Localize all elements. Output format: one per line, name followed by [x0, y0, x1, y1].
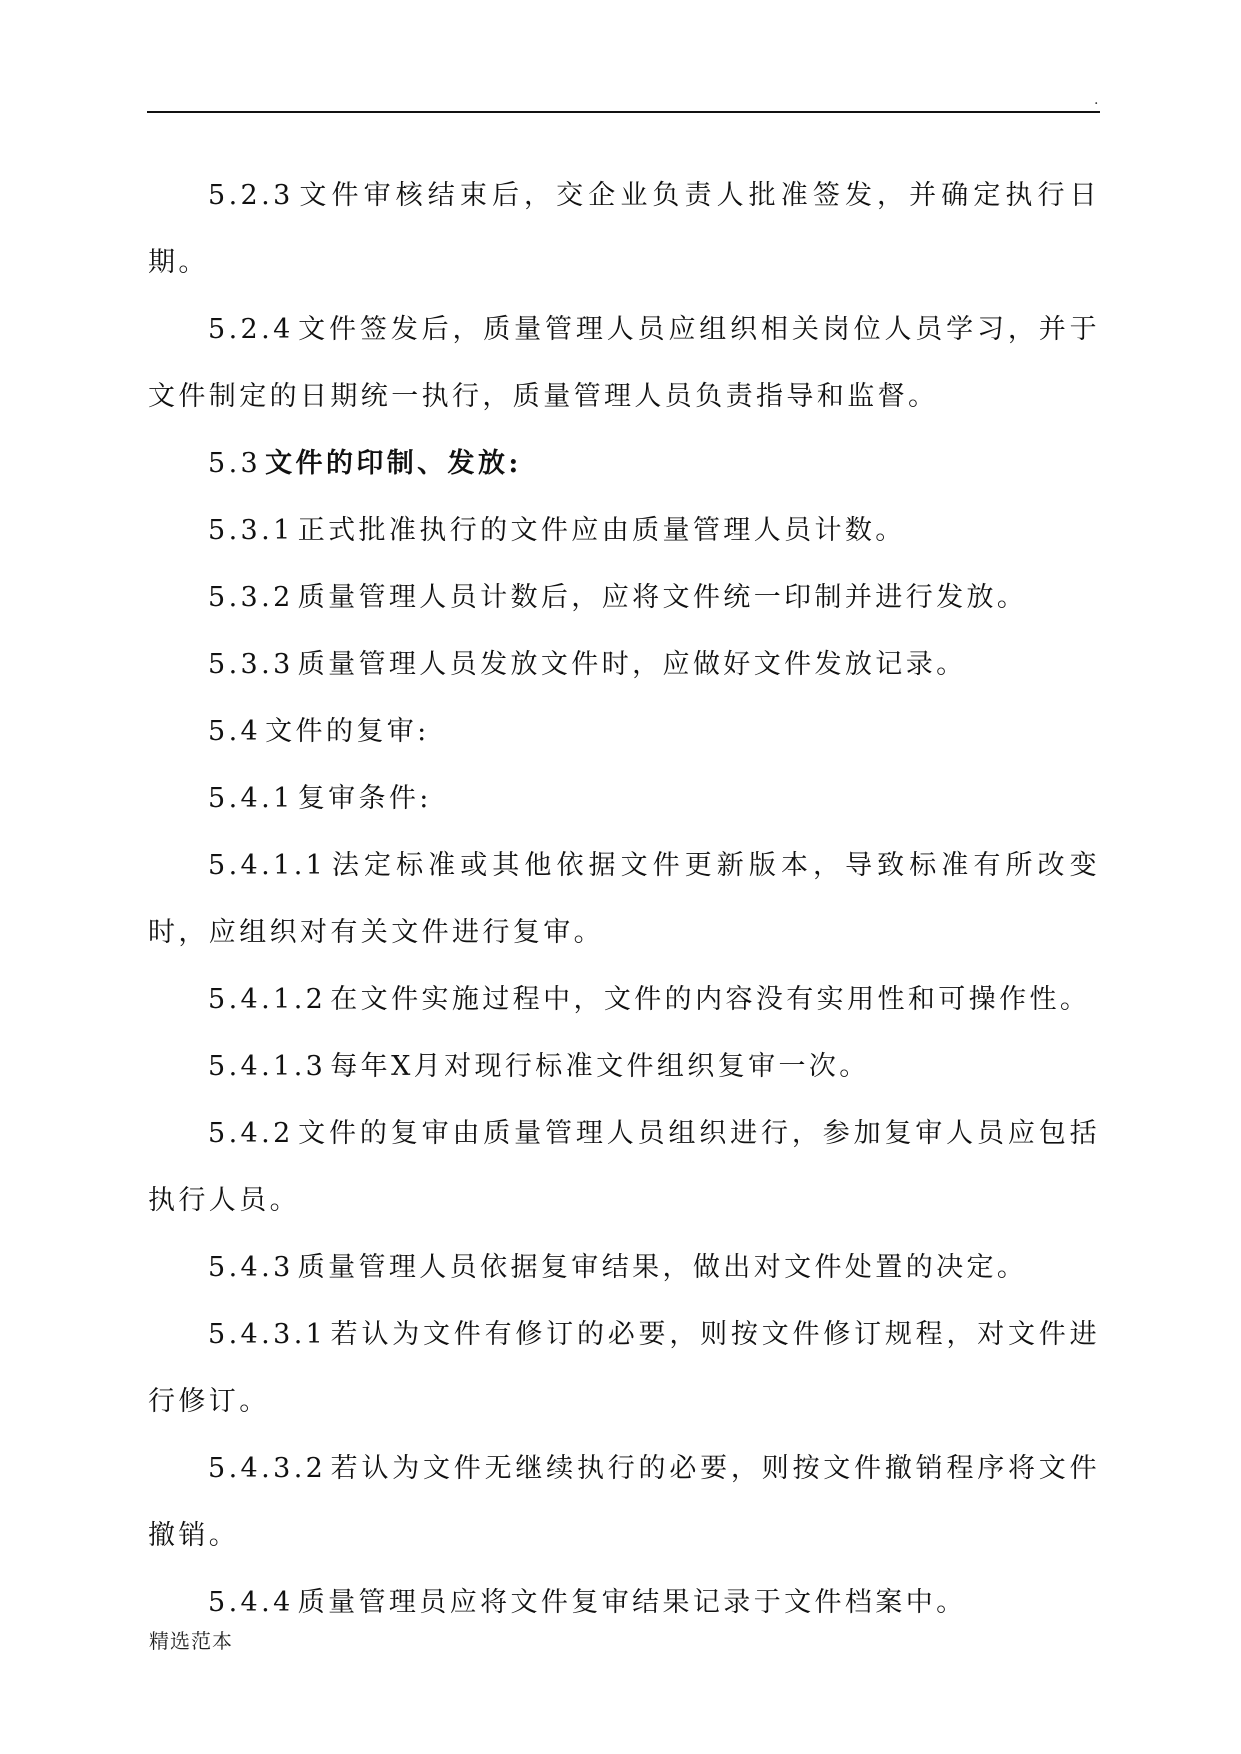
- clause-text: 文件的复审由质量管理人员组织进行，参加复审人员应包括执行人员。: [148, 1118, 1100, 1216]
- section-heading: 文件的印制、发放:: [265, 448, 522, 479]
- clause-text: 质量管理员应将文件复审结果记录于文件档案中。: [297, 1587, 967, 1618]
- clause-number: 5.4.3: [208, 1252, 294, 1283]
- paragraph: [148, 832, 1100, 966]
- clause-text: 质量管理人员发放文件时，应做好文件发放记录。: [297, 649, 967, 680]
- clause-text: 文件的复审:: [265, 716, 430, 747]
- footer-text: 精选范本: [149, 1629, 233, 1653]
- clause-text: 正式批准执行的文件应由质量管理人员计数。: [297, 515, 906, 546]
- paragraph: [148, 296, 1100, 430]
- clause-text: 文件审核结束后，交企业负责人批准签发，并确定执行日期。: [148, 180, 1100, 278]
- paragraph: [148, 1033, 1100, 1100]
- clause-number: 5.4.3.2: [208, 1453, 327, 1484]
- clause-number: 5.4.2: [208, 1118, 294, 1149]
- clause-number: 5.4.1.1: [208, 850, 327, 881]
- clause-text: 复审条件:: [297, 783, 432, 814]
- clause-number: 5.3.1: [208, 515, 294, 546]
- paragraph: [148, 497, 1100, 564]
- paragraph: [148, 564, 1100, 631]
- clause-number: 5.3.3: [208, 649, 294, 680]
- paragraph: [148, 1100, 1100, 1234]
- clause-text: 若认为文件有修订的必要，则按文件修订规程，对文件进行修订。: [148, 1319, 1100, 1417]
- paragraph: [148, 631, 1100, 698]
- clause-text: 每年X月对现行标准文件组织复审一次。: [330, 1051, 870, 1082]
- header-rule: [147, 111, 1100, 113]
- clause-number: 5.4.1.3: [208, 1051, 327, 1082]
- paragraph: [148, 1569, 1100, 1636]
- clause-number: 5.2.4: [208, 314, 294, 345]
- clause-number: 5.4.3.1: [208, 1319, 327, 1350]
- paragraph: [148, 1435, 1100, 1569]
- clause-text: 在文件实施过程中，文件的内容没有实用性和可操作性。: [330, 984, 1091, 1015]
- clause-number: 5.4.1.2: [208, 984, 327, 1015]
- clause-number: 5.4.4: [208, 1587, 294, 1618]
- paragraph: [148, 765, 1100, 832]
- clause-text: 质量管理人员计数后，应将文件统一印制并进行发放。: [297, 582, 1028, 613]
- clause-text: 若认为文件无继续执行的必要，则按文件撤销程序将文件撤销。: [148, 1453, 1100, 1551]
- paragraph: [148, 1301, 1100, 1435]
- header-mark: .: [1094, 92, 1099, 108]
- paragraph: [148, 1234, 1100, 1301]
- clause-text: 文件签发后，质量管理人员应组织相关岗位人员学习，并于文件制定的日期统一执行，质量管理人员负责指导和监督。: [148, 314, 1100, 412]
- clause-number: 5.3.2: [208, 582, 294, 613]
- clause-number: 5.4: [208, 716, 262, 747]
- paragraph: [148, 430, 1100, 497]
- clause-number: 5.3: [208, 448, 262, 479]
- paragraph: [148, 698, 1100, 765]
- clause-number: 5.2.3: [208, 180, 294, 211]
- document-body: [148, 162, 1100, 1636]
- clause-number: 5.4.1: [208, 783, 294, 814]
- clause-text: 法定标准或其他依据文件更新版本，导致标准有所改变时，应组织对有关文件进行复审。: [148, 850, 1100, 948]
- paragraph: [148, 162, 1100, 296]
- paragraph: [148, 966, 1100, 1033]
- clause-text: 质量管理人员依据复审结果，做出对文件处置的决定。: [297, 1252, 1028, 1283]
